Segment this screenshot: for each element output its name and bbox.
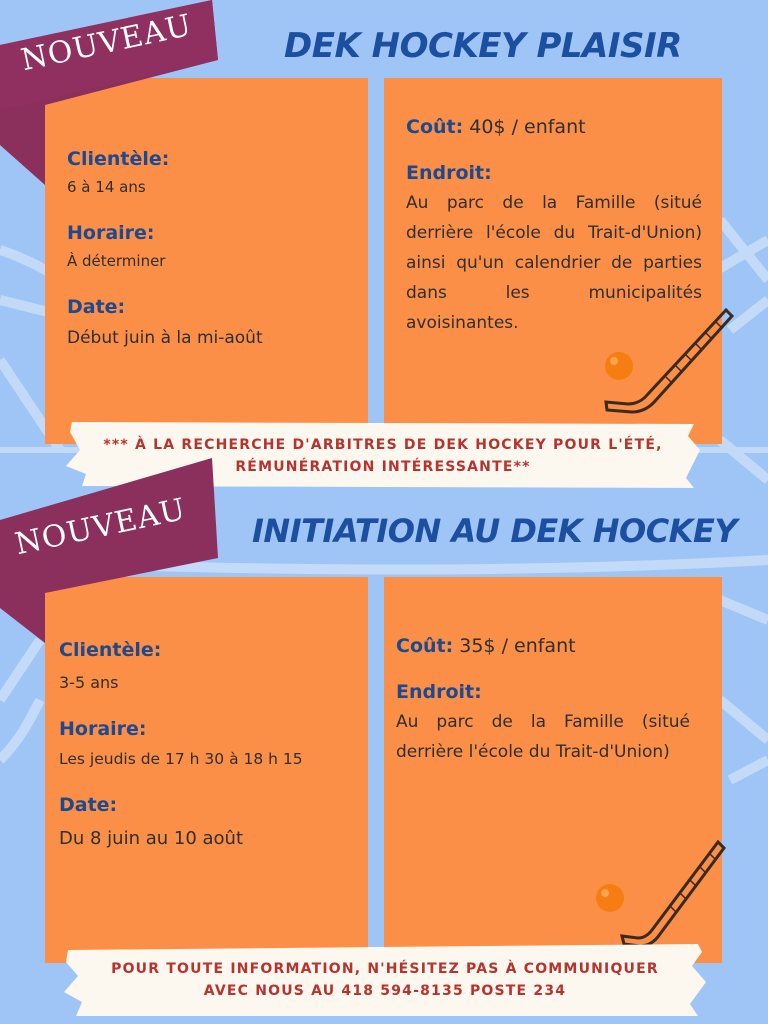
endroit-label: Endroit: [396, 681, 482, 703]
clientele-value: 3-5 ans [59, 673, 119, 692]
horaire-label: Horaire: [59, 718, 147, 740]
date-label: Date: [67, 296, 126, 318]
cout-value: 35$ / enfant [453, 635, 576, 657]
banner1-line2: RÉMUNÉRATION INTÉRESSANTE** [235, 459, 531, 475]
dek-ball-icon [594, 882, 626, 914]
dek-ball-icon [603, 350, 635, 382]
cout-label: Coût: [406, 116, 464, 138]
date-value: Du 8 juin au 10 août [59, 828, 243, 849]
horaire-value: Les jeudis de 17 h 30 à 18 h 15 [59, 750, 303, 768]
horaire-value: À déterminer [67, 252, 166, 270]
cout-label: Coût: [396, 635, 454, 657]
cout-line [406, 116, 702, 138]
ribbon1-text: NOUVEAU [18, 7, 196, 79]
clientele-value: 6 à 14 ans [67, 178, 146, 196]
endroit-value: Au parc de la Famille (situé derrière l'école du Trait-d'Union) ainsi qu'un calendrier de parties dans les municipalités avoisinantes. [406, 193, 702, 333]
banner1-line1: *** À LA RECHERCHE D'ARBITRES DE DEK HOCKEY POUR L'ÉTÉ, [103, 437, 663, 453]
section1-title: DEK HOCKEY PLAISIR [284, 26, 682, 66]
date-label: Date: [59, 794, 118, 816]
cout-value: 40$ / enfant [463, 116, 586, 138]
date-value: Début juin à la mi-août [67, 328, 263, 348]
cout-line [396, 635, 690, 657]
ribbon2-text: NOUVEAU [12, 491, 190, 563]
banner2-line2: AVEC NOUS AU 418 594-8135 POSTE 234 [203, 983, 567, 999]
hockey-stick-icon [618, 836, 728, 948]
endroit-label: Endroit: [406, 162, 492, 184]
contact-banner [62, 958, 708, 1006]
clientele-label: Clientèle: [67, 148, 170, 170]
banner2-line1: POUR TOUTE INFORMATION, N'HÉSITEZ PAS À COMMUNIQUER [111, 961, 659, 977]
endroit-value: Au parc de la Famille (situé derrière l'école du Trait-d'Union) [396, 712, 690, 762]
section2-title: INITIATION AU DEK HOCKEY [252, 512, 737, 550]
clientele-label: Clientèle: [59, 639, 162, 661]
horaire-label: Horaire: [67, 222, 155, 244]
